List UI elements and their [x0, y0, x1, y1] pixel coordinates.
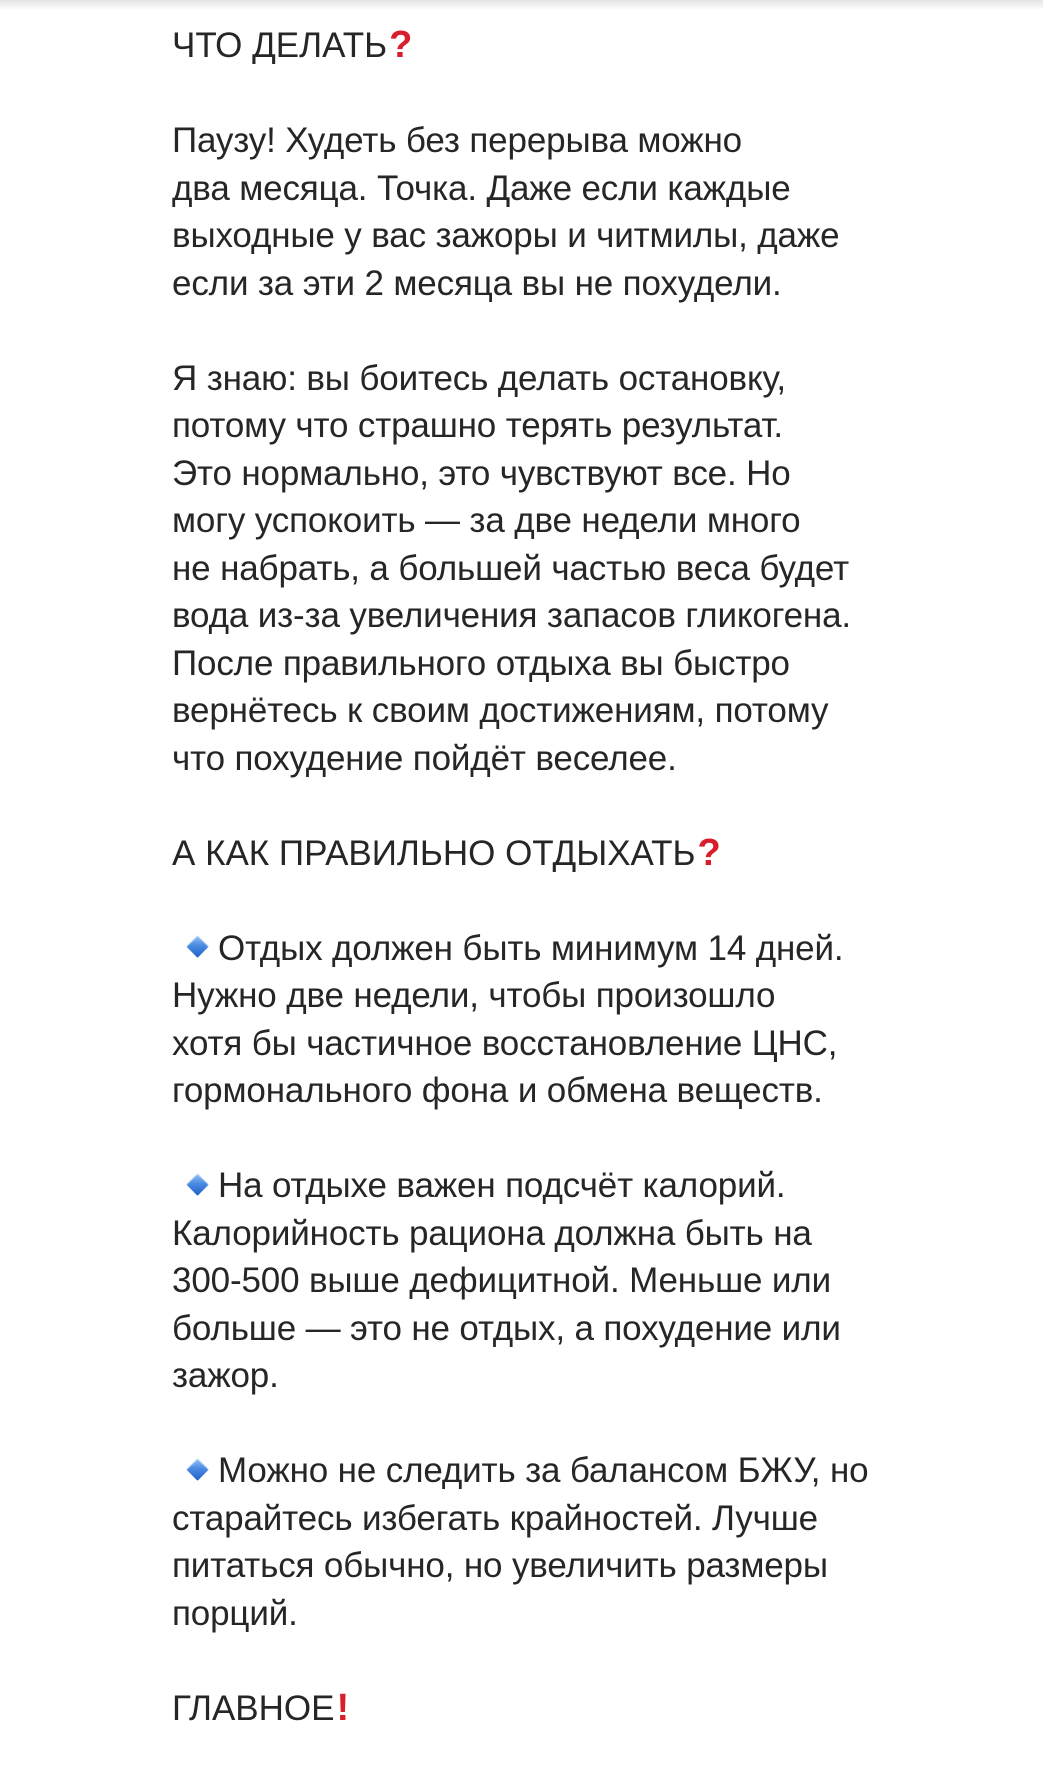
paragraph-line: если за эти 2 месяца вы не похудели.	[172, 263, 782, 303]
red-question-mark-icon: ?	[389, 24, 413, 66]
paragraph-line: Это нормально, это чувствуют все. Но	[172, 453, 791, 493]
paragraph-line: что похудение пойдёт веселее.	[172, 738, 677, 778]
blue-diamond-icon	[186, 1173, 209, 1196]
paragraph-line: Паузу! Худеть без перерыва можно	[172, 121, 742, 160]
paragraph-pause	[172, 117, 1022, 307]
paragraph-line: выходные у вас зажоры и читмилы, даже	[172, 216, 840, 255]
blue-diamond-icon	[186, 1458, 209, 1481]
bullet-line: Калорийность рациона должна быть на	[172, 1213, 812, 1253]
paragraph-line: После правильного отдыха вы быстро	[172, 643, 790, 683]
bullet-line: зажор.	[172, 1356, 279, 1395]
paragraph-line: Я знаю: вы боитесь делать остановку,	[172, 358, 786, 398]
bullet-macros	[172, 1447, 1022, 1637]
paragraph-line: вернётесь к своим достижениям, потому	[172, 691, 829, 730]
bullet-line: Нужно две недели, чтобы произошло	[172, 976, 776, 1015]
heading-what-to-do	[172, 22, 1022, 70]
paragraph-fear	[172, 355, 1022, 783]
bullet-line: старайтесь избегать крайностей. Лучше	[172, 1498, 818, 1538]
bullet-first-line: Можно не следить за балансом БЖУ, но	[218, 1451, 869, 1490]
heading-main	[172, 1685, 1022, 1733]
top-divider	[0, 0, 1043, 10]
paragraph-line: не набрать, а большей частью веса будет	[172, 548, 849, 588]
paragraph-line: вода из-за увеличения запасов гликогена.	[172, 596, 851, 635]
heading-main-text: ГЛАВНОЕ	[172, 1688, 335, 1728]
bullet-first-line: Отдых должен быть минимум 14 дней.	[218, 928, 844, 968]
bullet-line: 300-500 выше дефицитной. Меньше или	[172, 1261, 831, 1300]
bullet-line: порций.	[172, 1593, 298, 1633]
post-text	[172, 22, 1022, 1732]
red-question-mark-icon: ?	[697, 831, 721, 874]
paragraph-line: могу успокоить — за две недели много	[172, 501, 801, 540]
paragraph-line: потому что страшно терять результат.	[172, 406, 783, 445]
paragraph-line: два месяца. Точка. Даже если каждые	[172, 168, 791, 208]
heading-how-to-rest	[172, 830, 1022, 878]
blue-diamond-icon	[186, 935, 209, 958]
heading-what-to-do-text: ЧТО ДЕЛАТЬ	[172, 26, 388, 65]
red-exclamation-mark-icon: !	[336, 1686, 350, 1729]
heading-how-to-rest-text: А КАК ПРАВИЛЬНО ОТДЫХАТЬ	[172, 833, 696, 873]
bullet-first-line: На отдыхе важен подсчёт калорий.	[218, 1166, 786, 1205]
bullet-line: больше — это не отдых, а похудение или	[172, 1308, 841, 1348]
bullet-line: питаться обычно, но увеличить размеры	[172, 1546, 828, 1585]
bullet-rest-days	[172, 925, 1022, 1115]
bullet-line: хотя бы частичное восстановление ЦНС,	[172, 1023, 838, 1063]
bullet-line: гормонального фона и обмена веществ.	[172, 1071, 823, 1110]
bullet-calories	[172, 1162, 1022, 1400]
